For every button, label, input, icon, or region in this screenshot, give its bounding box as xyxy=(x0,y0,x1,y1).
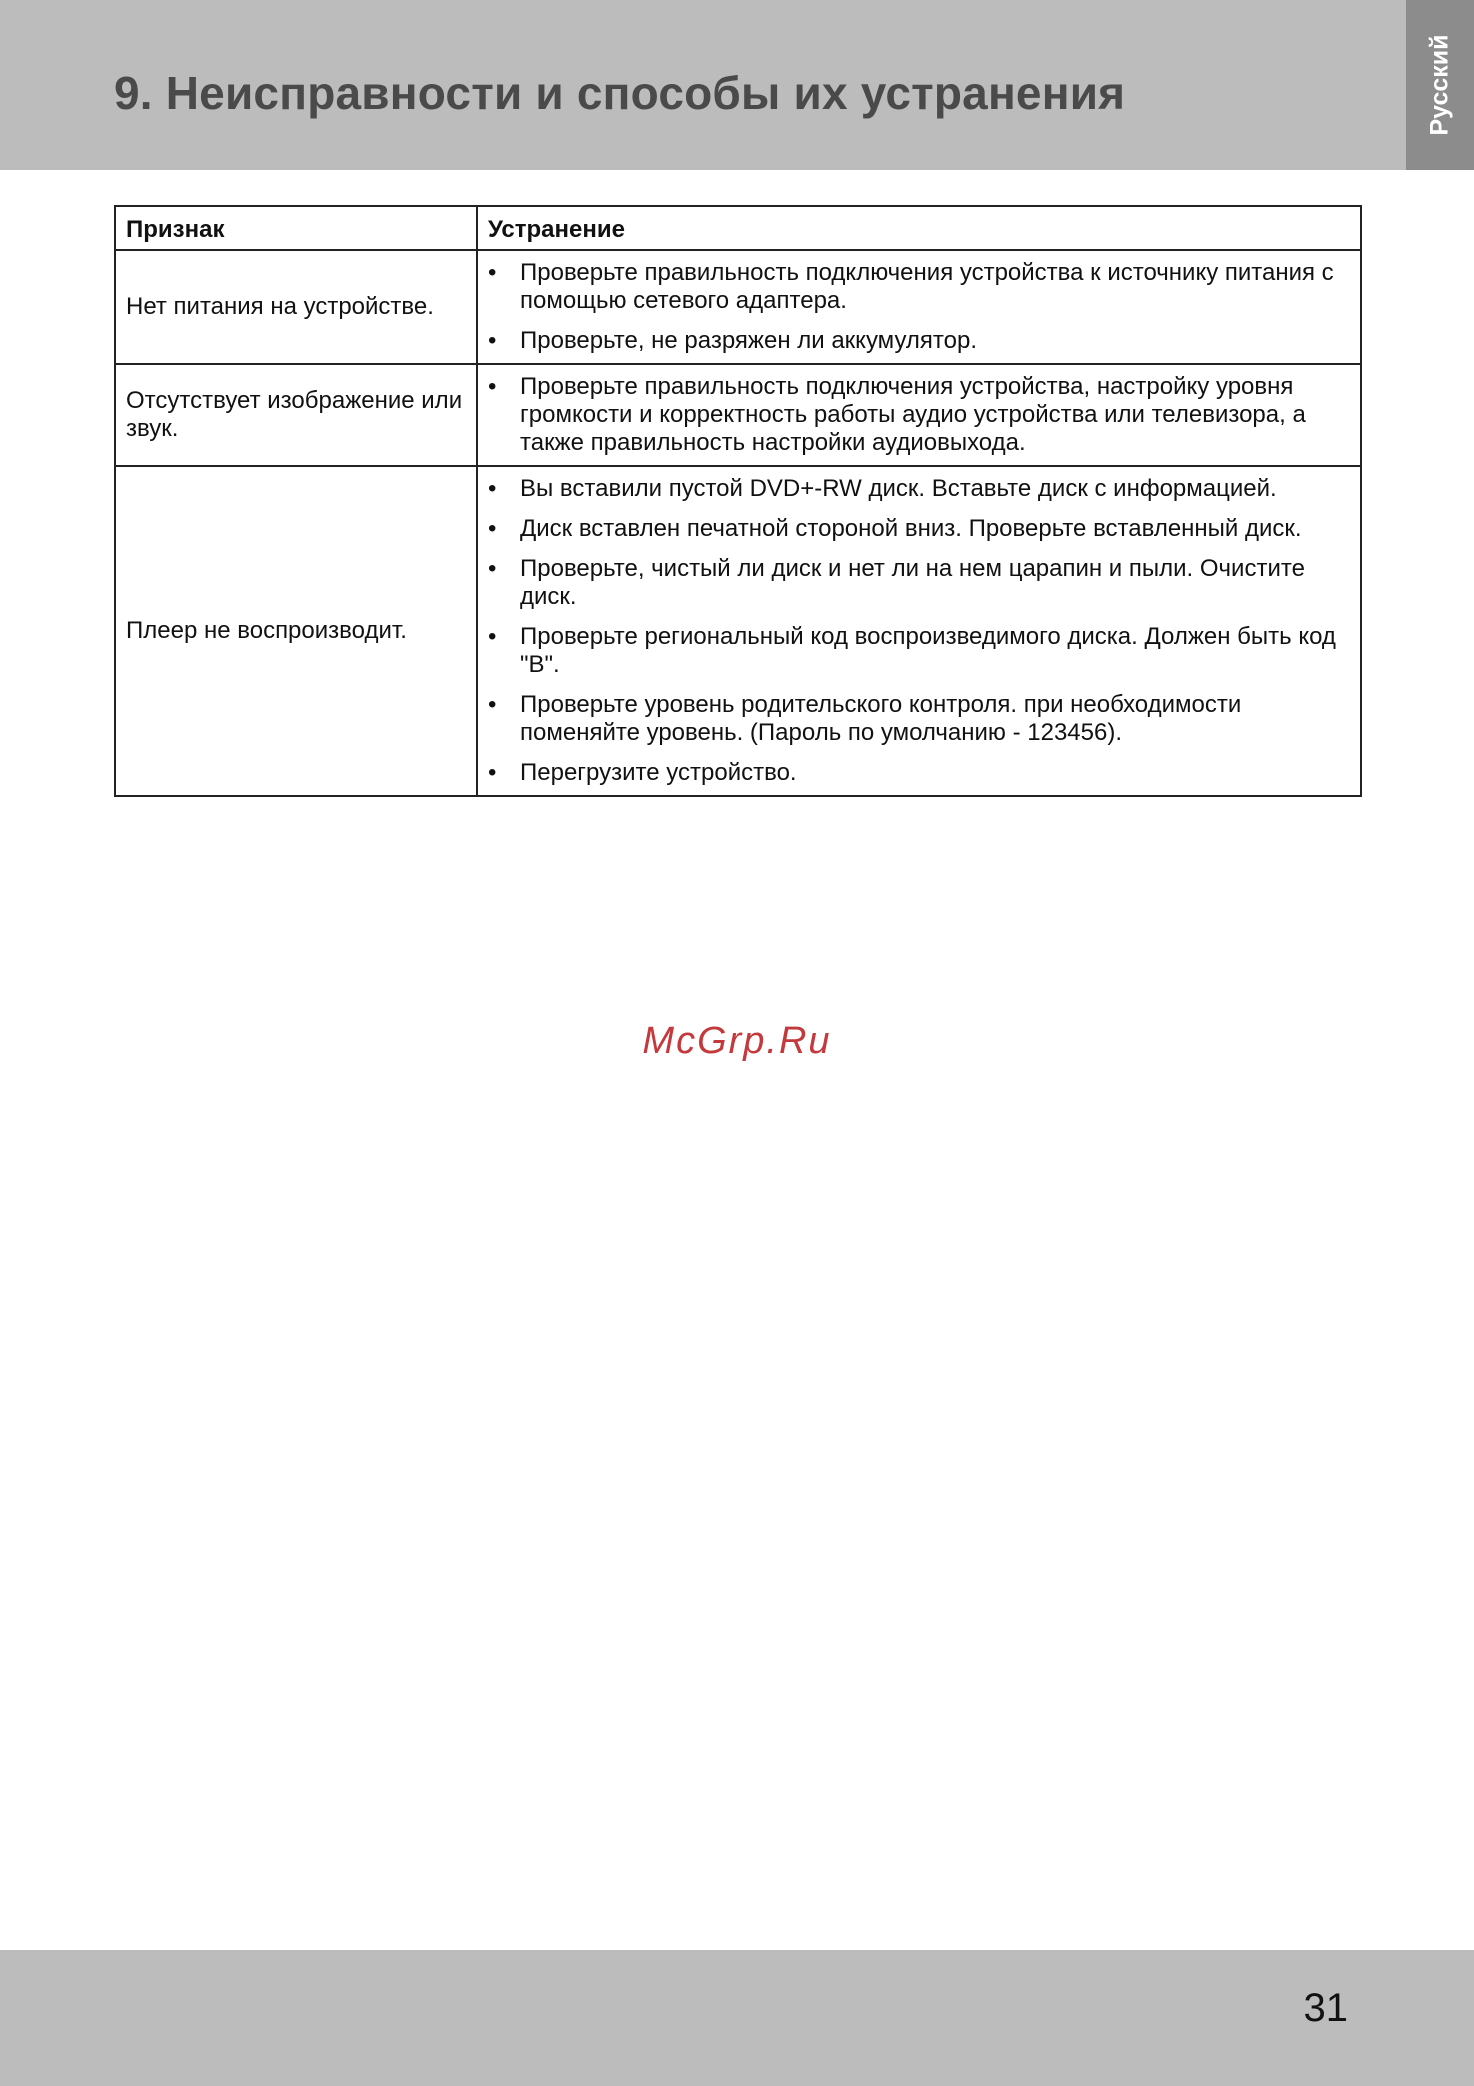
symptom-cell: Плеер не воспроизводит. xyxy=(115,466,477,796)
fix-item: • Диск вставлен печатной стороной вниз. Проверьте вставленный диск. xyxy=(488,515,1350,543)
footer-band xyxy=(0,1950,1474,2086)
table-row xyxy=(115,466,1361,796)
language-tab xyxy=(1406,0,1474,170)
symptom-cell: Нет питания на устройстве. xyxy=(115,250,477,364)
table-row xyxy=(115,364,1361,466)
fix-list xyxy=(488,259,1350,355)
fix-item: • Проверьте правильность подключения устройства к источнику питания с помощью сетевого адаптера. xyxy=(488,259,1350,315)
fix-item: • Проверьте региональный код воспроизведимого диска. Должен быть код "B". xyxy=(488,623,1350,679)
page-title: 9. Неисправности и способы их устранения xyxy=(114,67,1126,119)
fix-list xyxy=(488,373,1350,457)
fix-cell xyxy=(477,364,1361,466)
fix-item: • Проверьте правильность подключения устройства, настройку уровня громкости и корректность работы аудио устройства или телевизора, а также правильность настройки аудиовыхода. xyxy=(488,373,1350,457)
column-header-fix: Устранение xyxy=(477,206,1361,250)
header-band xyxy=(0,0,1474,170)
troubleshooting-table xyxy=(114,205,1362,797)
fix-cell xyxy=(477,466,1361,796)
fix-item: • Перегрузите устройство. xyxy=(488,759,1350,787)
fix-cell xyxy=(477,250,1361,364)
fix-item: • Проверьте, чистый ли диск и нет ли на нем царапин и пыли. Очистите диск. xyxy=(488,555,1350,611)
fix-list xyxy=(488,475,1350,787)
language-tab-label: Русский xyxy=(1425,34,1454,136)
page-number: 31 xyxy=(1303,1986,1348,2030)
fix-item: • Проверьте, не разряжен ли аккумулятор. xyxy=(488,327,1350,355)
table-row xyxy=(115,250,1361,364)
symptom-cell: Отсутствует изображение или звук. xyxy=(115,364,477,466)
fix-item: • Проверьте уровень родительского контроля. при необходимости поменяйте уровень. (Пароль по умолчанию - 123456). xyxy=(488,691,1350,747)
watermark: McGrp.Ru xyxy=(642,1020,832,1062)
table-header-row xyxy=(115,206,1361,250)
column-header-symptom: Признак xyxy=(115,206,477,250)
fix-item: • Вы вставили пустой DVD+-RW диск. Вставьте диск с информацией. xyxy=(488,475,1350,503)
